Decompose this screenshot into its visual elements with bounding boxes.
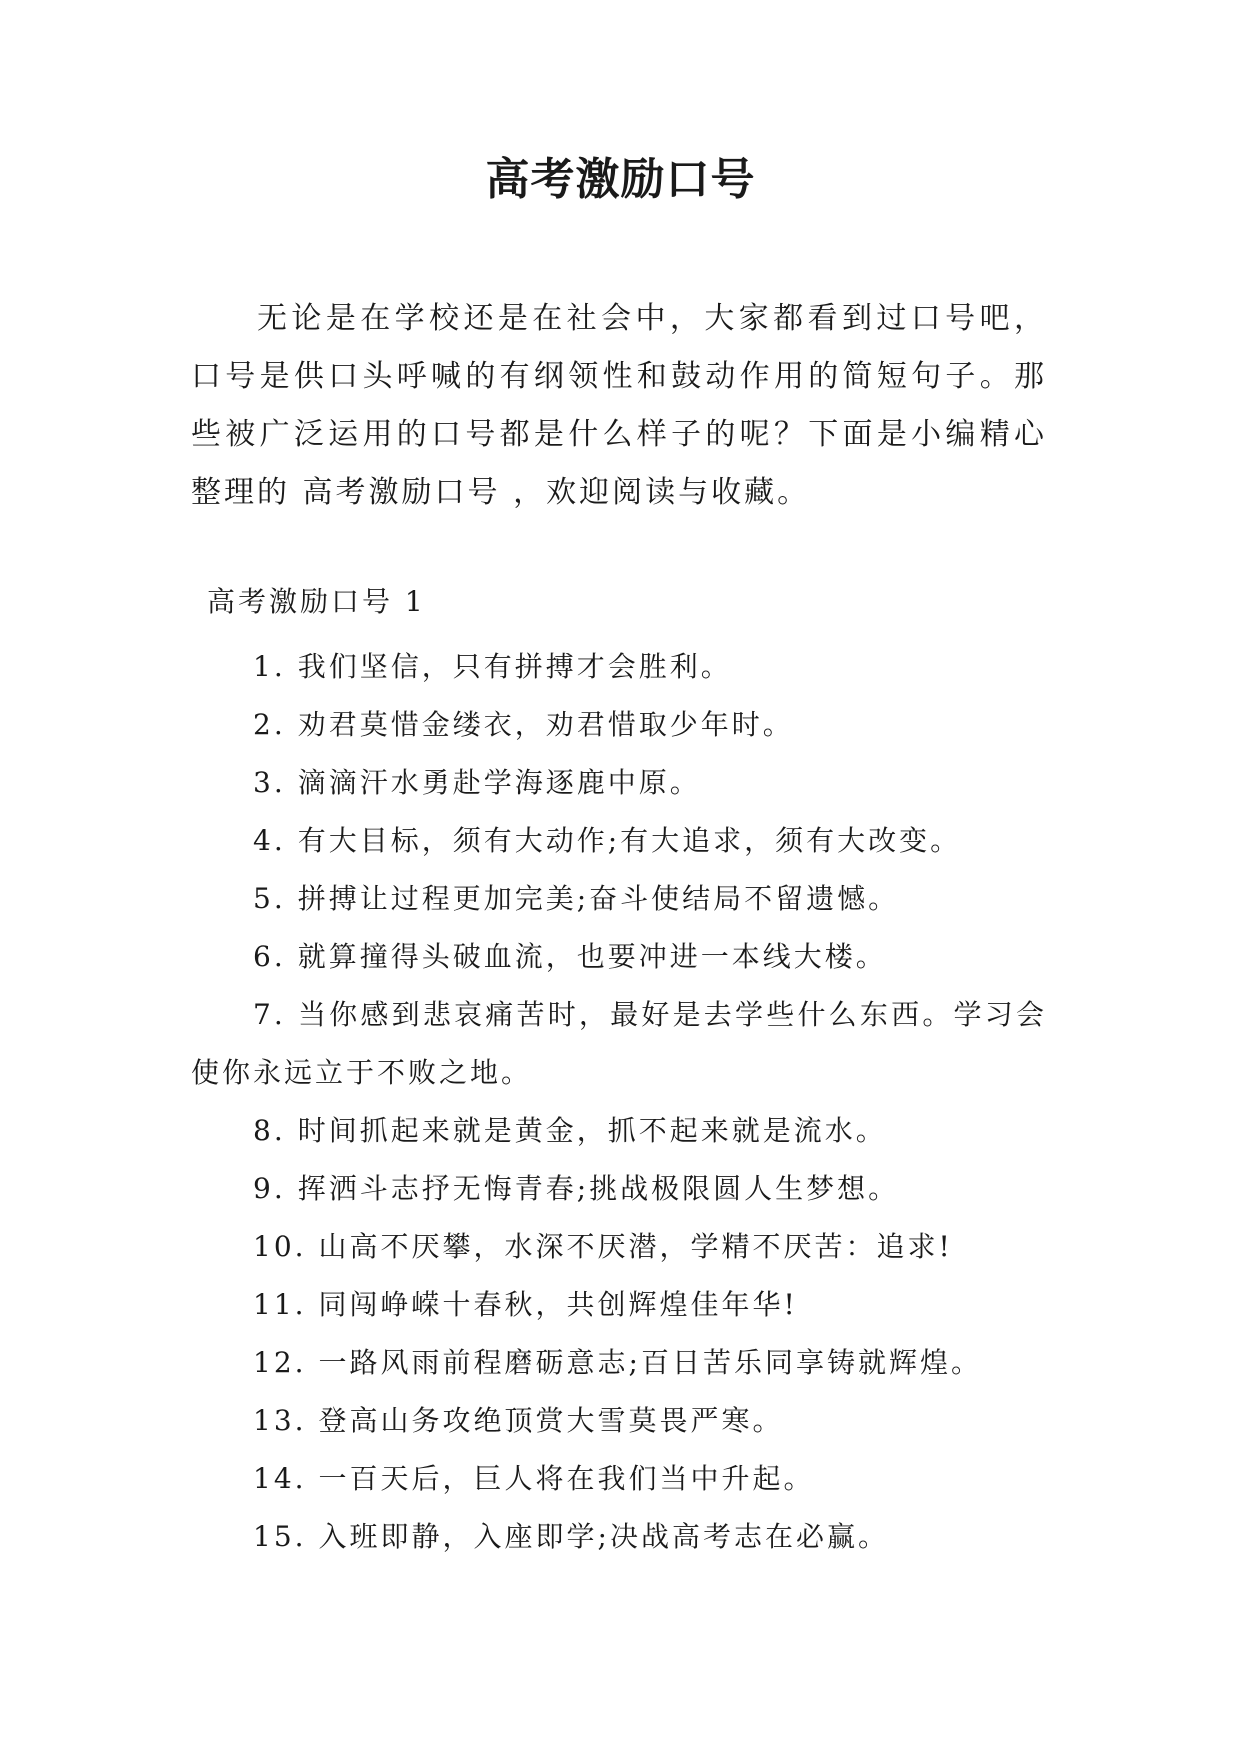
slogan-text: 一路风雨前程磨砺意志;百日苦乐同享铸就辉煌。	[318, 1346, 982, 1379]
slogan-item	[191, 986, 1047, 1102]
slogan-number: 6.	[253, 940, 286, 973]
slogan-number: 8.	[253, 1114, 286, 1147]
intro-paragraph: 无论是在学校还是在社会中，大家都看到过口号吧，口号是供口头呼喊的有纲领性和鼓动作用的简短句子。那些被广泛运用的口号都是什么样子的呢？下面是小编精心整理的 高考激励口号 ，欢迎阅读与收藏。	[191, 301, 1047, 510]
slogan-item	[191, 1218, 1047, 1276]
slogan-item	[191, 1392, 1047, 1450]
slogan-number: 12.	[253, 1346, 307, 1379]
slogan-text: 当你感到悲哀痛苦时，最好是去学些什么东西。学习会使你永远立于不败之地。	[191, 998, 1047, 1089]
slogan-number: 13.	[253, 1404, 307, 1437]
slogan-text: 劝君莫惜金缕衣，劝君惜取少年时。	[297, 708, 794, 741]
slogan-number: 4.	[253, 824, 286, 857]
slogan-text: 入班即静，入座即学;决战高考志在必赢。	[318, 1520, 889, 1553]
slogan-text: 有大目标，须有大动作;有大追求，须有大改变。	[297, 824, 962, 857]
section-heading: 高考激励口号 1	[207, 585, 426, 618]
slogan-text: 就算撞得头破血流，也要冲进一本线大楼。	[297, 940, 887, 973]
slogan-item	[191, 812, 1047, 870]
slogan-number: 5.	[253, 882, 286, 915]
slogan-text: 拼搏让过程更加完美;奋斗使结局不留遗憾。	[297, 882, 900, 915]
slogan-item	[191, 928, 1047, 986]
document-title: 高考激励口号	[485, 154, 756, 205]
slogan-text: 挥洒斗志抒无悔青春;挑战极限圆人生梦想。	[297, 1172, 900, 1205]
slogan-text: 同闯峥嵘十春秋，共创辉煌佳年华!	[318, 1288, 798, 1321]
slogan-number: 7.	[253, 998, 286, 1031]
slogan-number: 3.	[253, 766, 286, 799]
slogan-text: 滴滴汗水勇赴学海逐鹿中原。	[297, 766, 701, 799]
slogan-text: 山高不厌攀，水深不厌潜，学精不厌苦：追求!	[318, 1230, 953, 1263]
slogan-item	[191, 1102, 1047, 1160]
slogan-text: 我们坚信，只有拼搏才会胜利。	[297, 650, 732, 683]
slogan-number: 1.	[253, 650, 286, 683]
slogan-number: 10.	[253, 1230, 307, 1263]
slogan-number: 15.	[253, 1520, 307, 1553]
slogan-text: 一百天后，巨人将在我们当中升起。	[318, 1462, 815, 1495]
slogan-item	[191, 1276, 1047, 1334]
slogan-item	[191, 1450, 1047, 1508]
slogan-item	[191, 638, 1047, 696]
slogan-text: 时间抓起来就是黄金，抓不起来就是流水。	[297, 1114, 887, 1147]
slogan-list	[191, 638, 1047, 1566]
slogan-item	[191, 1334, 1047, 1392]
slogan-number: 11.	[253, 1288, 307, 1321]
slogan-text: 登高山务攻绝顶赏大雪莫畏严寒。	[318, 1404, 784, 1437]
slogan-item	[191, 1508, 1047, 1566]
slogan-item	[191, 870, 1047, 928]
slogan-number: 2.	[253, 708, 286, 741]
slogan-number: 14.	[253, 1462, 307, 1495]
slogan-item	[191, 754, 1047, 812]
slogan-item	[191, 696, 1047, 754]
slogan-number: 9.	[253, 1172, 286, 1205]
slogan-item	[191, 1160, 1047, 1218]
